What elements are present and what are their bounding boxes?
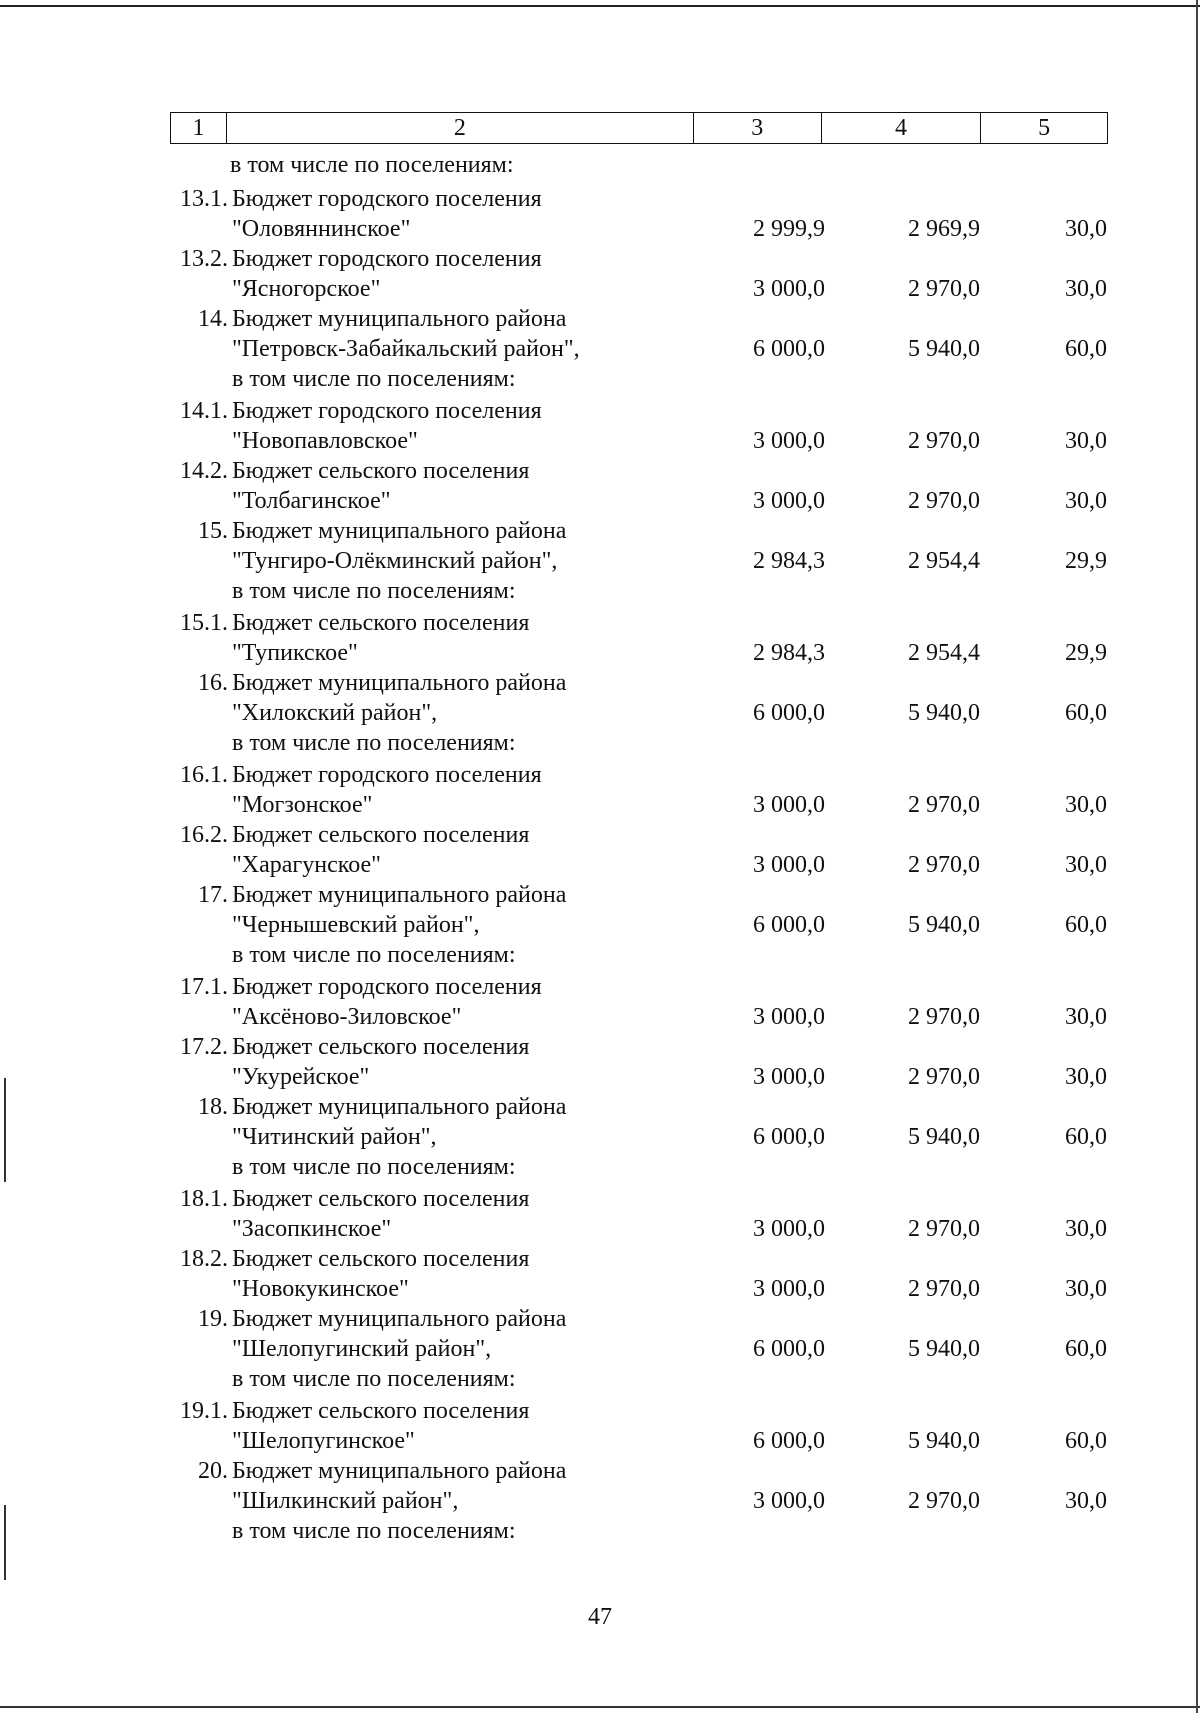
row-number: 15.1.	[180, 610, 228, 636]
row-description-line: "Шилкинский район",	[232, 1488, 459, 1514]
row-description-line: Бюджет сельского поселения	[232, 610, 530, 636]
row-value-col-5: 30,0	[1065, 488, 1107, 514]
row-value-col-5: 30,0	[1065, 1004, 1107, 1030]
row-value-col-5: 29,9	[1065, 548, 1107, 574]
row-value-col-5: 60,0	[1065, 1428, 1107, 1454]
scan-edge-right	[1196, 0, 1198, 1713]
row-value-col-5: 30,0	[1065, 216, 1107, 242]
row-description-line: в том числе по поселениям:	[232, 942, 516, 968]
row-value-col-3: 6 000,0	[753, 1336, 825, 1362]
row-description-line: Бюджет сельского поселения	[232, 1246, 530, 1272]
row-value-col-4: 2 970,0	[908, 428, 980, 454]
row-value-col-5: 60,0	[1065, 912, 1107, 938]
row-number: 20.	[198, 1458, 228, 1484]
row-value-col-5: 30,0	[1065, 792, 1107, 818]
row-description-line: Бюджет муниципального района	[232, 1094, 567, 1120]
row-number: 13.2.	[180, 246, 228, 272]
row-description-line: Бюджет муниципального района	[232, 306, 567, 332]
row-description-line: Бюджет сельского поселения	[232, 822, 530, 848]
row-value-col-5: 30,0	[1065, 852, 1107, 878]
row-value-col-4: 5 940,0	[908, 1428, 980, 1454]
row-description-line: Бюджет муниципального района	[232, 670, 567, 696]
row-number: 18.1.	[180, 1186, 228, 1212]
row-number: 18.2.	[180, 1246, 228, 1272]
row-value-col-3: 6 000,0	[753, 700, 825, 726]
row-number: 18.	[198, 1094, 228, 1120]
row-description-line: Бюджет муниципального района	[232, 1458, 567, 1484]
row-value-col-3: 6 000,0	[753, 1428, 825, 1454]
row-description-line: в том числе по поселениям:	[232, 1366, 516, 1392]
row-description-line: "Шелопугинский район",	[232, 1336, 492, 1362]
row-value-col-5: 60,0	[1065, 1124, 1107, 1150]
row-description-line: Бюджет городского поселения	[232, 246, 542, 272]
row-value-col-4: 2 970,0	[908, 488, 980, 514]
row-description-line: "Чернышевский район",	[232, 912, 480, 938]
row-description-line: Бюджет муниципального района	[232, 1306, 567, 1332]
row-value-col-4: 5 940,0	[908, 336, 980, 362]
row-value-col-4: 5 940,0	[908, 1124, 980, 1150]
row-value-col-4: 2 970,0	[908, 276, 980, 302]
row-number: 17.	[198, 882, 228, 908]
row-description-line: "Укурейское"	[232, 1064, 370, 1090]
row-description-line: "Новокукинское"	[232, 1276, 409, 1302]
header-col-3: 3	[694, 113, 822, 143]
row-description-line: "Харагунское"	[232, 852, 381, 878]
row-value-col-4: 2 954,4	[908, 548, 980, 574]
row-description-line: Бюджет муниципального района	[232, 518, 567, 544]
row-number: 19.	[198, 1306, 228, 1332]
row-description-line: "Шелопугинское"	[232, 1428, 415, 1454]
row-number: 19.1.	[180, 1398, 228, 1424]
row-number: 16.2.	[180, 822, 228, 848]
row-number: 14.1.	[180, 398, 228, 424]
row-value-col-4: 2 970,0	[908, 852, 980, 878]
intro-text: в том числе по поселениям:	[230, 152, 514, 178]
header-col-1: 1	[171, 113, 227, 143]
scan-edge-top	[0, 5, 1200, 7]
header-col-2: 2	[227, 113, 694, 143]
row-description-line: Бюджет городского поселения	[232, 398, 542, 424]
row-value-col-5: 30,0	[1065, 428, 1107, 454]
row-value-col-3: 6 000,0	[753, 912, 825, 938]
row-value-col-3: 6 000,0	[753, 336, 825, 362]
row-value-col-3: 3 000,0	[753, 276, 825, 302]
row-value-col-5: 30,0	[1065, 1488, 1107, 1514]
row-description-line: в том числе по поселениям:	[232, 1154, 516, 1180]
row-value-col-4: 5 940,0	[908, 1336, 980, 1362]
row-value-col-4: 2 970,0	[908, 792, 980, 818]
row-value-col-5: 30,0	[1065, 1216, 1107, 1242]
row-value-col-5: 29,9	[1065, 640, 1107, 666]
row-number: 14.2.	[180, 458, 228, 484]
row-description-line: Бюджет сельского поселения	[232, 1034, 530, 1060]
row-description-line: "Новопавловское"	[232, 428, 418, 454]
row-description-line: Бюджет сельского поселения	[232, 1398, 530, 1424]
row-value-col-4: 2 970,0	[908, 1064, 980, 1090]
row-number: 15.	[198, 518, 228, 544]
row-description-line: Бюджет городского поселения	[232, 186, 542, 212]
row-description-line: Бюджет городского поселения	[232, 974, 542, 1000]
table-header	[170, 112, 1108, 144]
row-description-line: "Могзонское"	[232, 792, 373, 818]
row-number: 17.2.	[180, 1034, 228, 1060]
row-value-col-4: 2 970,0	[908, 1488, 980, 1514]
row-number: 16.	[198, 670, 228, 696]
row-value-col-4: 2 970,0	[908, 1276, 980, 1302]
row-value-col-3: 6 000,0	[753, 1124, 825, 1150]
row-value-col-4: 5 940,0	[908, 912, 980, 938]
row-description-line: "Засопкинское"	[232, 1216, 392, 1242]
row-value-col-3: 3 000,0	[753, 1276, 825, 1302]
row-number: 16.1.	[180, 762, 228, 788]
row-value-col-4: 5 940,0	[908, 700, 980, 726]
row-description-line: "Хилокский район",	[232, 700, 438, 726]
row-description-line: "Ясногорское"	[232, 276, 381, 302]
row-value-col-5: 60,0	[1065, 336, 1107, 362]
row-value-col-4: 2 970,0	[908, 1004, 980, 1030]
row-description-line: "Тупикское"	[232, 640, 358, 666]
row-description-line: Бюджет сельского поселения	[232, 458, 530, 484]
scan-mark-left	[4, 1505, 6, 1580]
row-value-col-3: 2 984,3	[753, 548, 825, 574]
row-value-col-5: 30,0	[1065, 276, 1107, 302]
scan-mark-left	[4, 1078, 6, 1182]
row-value-col-3: 2 984,3	[753, 640, 825, 666]
row-value-col-5: 30,0	[1065, 1064, 1107, 1090]
row-number: 14.	[198, 306, 228, 332]
row-description-line: в том числе по поселениям:	[232, 730, 516, 756]
scan-edge-bottom	[0, 1706, 1200, 1708]
row-value-col-5: 60,0	[1065, 1336, 1107, 1362]
row-description-line: в том числе по поселениям:	[232, 366, 516, 392]
row-description-line: в том числе по поселениям:	[232, 578, 516, 604]
row-value-col-5: 30,0	[1065, 1276, 1107, 1302]
row-value-col-4: 2 969,9	[908, 216, 980, 242]
row-value-col-3: 3 000,0	[753, 1216, 825, 1242]
row-description-line: Бюджет муниципального района	[232, 882, 567, 908]
row-description-line: "Петровск-Забайкальский район",	[232, 336, 580, 362]
header-col-5: 5	[1038, 115, 1051, 141]
row-value-col-4: 2 970,0	[908, 1216, 980, 1242]
row-value-col-3: 3 000,0	[753, 1064, 825, 1090]
row-value-col-4: 2 954,4	[908, 640, 980, 666]
row-value-col-3: 3 000,0	[753, 792, 825, 818]
row-description-line: Бюджет городского поселения	[232, 762, 542, 788]
row-value-col-3: 3 000,0	[753, 852, 825, 878]
row-value-col-3: 3 000,0	[753, 428, 825, 454]
row-description-line: "Аксёново-Зиловское"	[232, 1004, 462, 1030]
row-value-col-3: 3 000,0	[753, 488, 825, 514]
row-value-col-5: 60,0	[1065, 700, 1107, 726]
row-description-line: "Тунгиро-Олёкминский район",	[232, 548, 558, 574]
row-value-col-3: 3 000,0	[753, 1488, 825, 1514]
row-value-col-3: 3 000,0	[753, 1004, 825, 1030]
row-number: 13.1.	[180, 186, 228, 212]
row-description-line: "Оловяннинское"	[232, 216, 411, 242]
row-description-line: "Толбагинское"	[232, 488, 391, 514]
row-description-line: Бюджет сельского поселения	[232, 1186, 530, 1212]
row-value-col-3: 2 999,9	[753, 216, 825, 242]
header-col-4: 4	[822, 113, 982, 143]
page-number: 47	[588, 1604, 612, 1630]
row-description-line: в том числе по поселениям:	[232, 1518, 516, 1544]
row-number: 17.1.	[180, 974, 228, 1000]
row-description-line: "Читинский район",	[232, 1124, 437, 1150]
